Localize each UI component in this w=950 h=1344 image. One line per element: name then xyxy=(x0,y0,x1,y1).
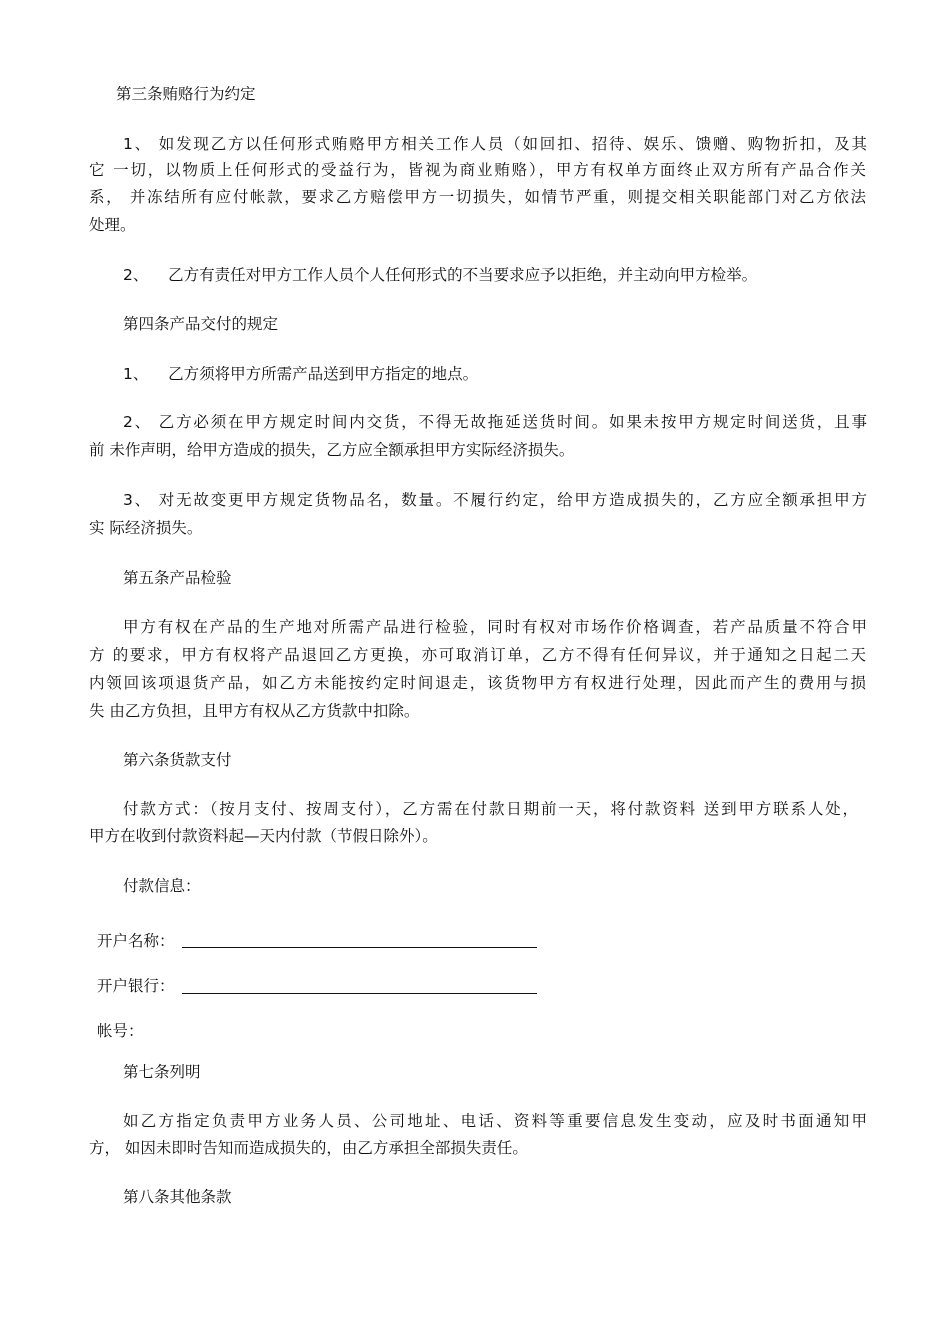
article-4-clause-2-line-2: 前 未作声明，给甲方造成的损失，乙方应全额承担甲方实际经济损失。 xyxy=(89,441,575,459)
article-4-clause-3-line-1: 3、 对无故变更甲方规定货物品名，数量。不履行约定，给甲方造成损失的，乙方应全额承担甲方 xyxy=(123,491,867,509)
article-7-para-line-2: 方， 如因未即时告知而造成损失的，由乙方承担全部损失责任。 xyxy=(89,1139,528,1157)
bank-label: 开户银行： xyxy=(97,977,175,995)
account-name-label: 开户名称： xyxy=(97,932,175,950)
article-4-clause-3-line-2: 实 际经济损失。 xyxy=(89,519,203,537)
article-3-clause-2: 2、 乙方有责任对甲方工作人员个人任何形式的不当要求应予以拒绝，并主动向甲方检举。 xyxy=(123,266,758,284)
article-8-title: 第八条其他条款 xyxy=(123,1188,232,1206)
article-6-para-line-2: 甲方在收到付款资料起—天内付款（节假日除外）。 xyxy=(89,827,438,845)
bank-blank xyxy=(182,993,537,994)
account-number-label: 帐号： xyxy=(97,1022,144,1040)
article-3-clause-1-line-3: 系， 并冻结所有应付帐款，要求乙方赔偿甲方一切损失，如情节严重，则提交相关职能部门对乙方依法 xyxy=(89,188,866,206)
article-7-title: 第七条列明 xyxy=(123,1063,201,1081)
article-4-clause-2-line-1: 2、 乙方必须在甲方规定时间内交货，不得无故拖延送货时间。如果未按甲方规定时间送货，且事 xyxy=(123,413,867,431)
article-4-title: 第四条产品交付的规定 xyxy=(123,315,279,333)
article-6-para-line-1: 付款方式：（按月支付、按周支付），乙方需在付款日期前一天，将付款资料 送到甲方联系人处， xyxy=(123,800,858,818)
article-5-para-line-1: 甲方有权在产品的生产地对所需产品进行检验，同时有权对市场作价格调查，若产品质量不符合甲 xyxy=(123,618,867,636)
article-3-title: 第三条贿赂行为约定 xyxy=(116,85,256,103)
article-7-para-line-1: 如乙方指定负责甲方业务人员、公司地址、电话、资料等重要信息发生变动，应及时书面通知甲 xyxy=(123,1112,867,1130)
article-3-clause-1-line-1: 1、 如发现乙方以任何形式贿赂甲方相关工作人员（如回扣、招待、娱乐、馈赠、购物折扣，及其 xyxy=(123,135,867,153)
article-3-clause-1-line-2: 它 一切，以物质上任何形式的受益行为，皆视为商业贿赂），甲方有权单方面终止双方所有产品合作关 xyxy=(89,161,866,179)
article-4-clause-1: 1、 乙方须将甲方所需产品送到甲方指定的地点。 xyxy=(123,365,479,383)
article-5-para-line-3: 内领回该项退货产品，如乙方未能按约定时间退走，该货物甲方有权进行处理，因此而产生的费用与损 xyxy=(89,674,866,692)
account-name-blank xyxy=(182,947,537,948)
article-5-title: 第五条产品检验 xyxy=(123,569,232,587)
payment-info-label: 付款信息： xyxy=(123,877,201,895)
article-5-para-line-2: 方 的要求，甲方有权将产品退回乙方更换，亦可取消订单，乙方不得有任何异议，并于通知之日起二天 xyxy=(89,646,866,664)
article-5-para-line-4: 失 由乙方负担，且甲方有权从乙方货款中扣除。 xyxy=(89,702,420,720)
article-6-title: 第六条货款支付 xyxy=(123,751,232,769)
article-3-clause-1-line-4: 处理。 xyxy=(89,216,136,234)
